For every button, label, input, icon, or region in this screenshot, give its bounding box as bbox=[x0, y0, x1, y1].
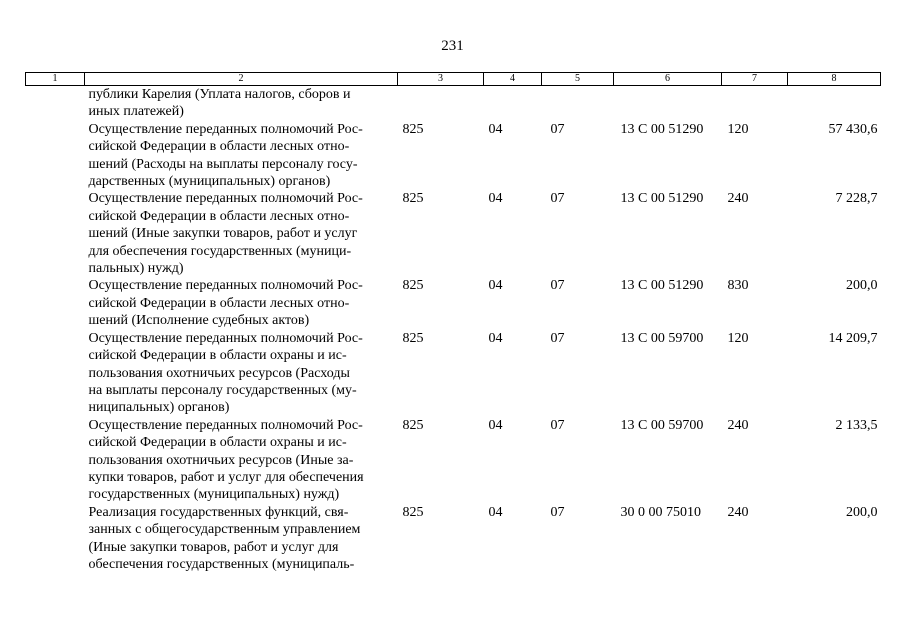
item-name-line: Осуществление переданных полномочий Рос- bbox=[88, 121, 363, 137]
item-name-cell bbox=[85, 504, 398, 574]
admin-code-cell: 825 bbox=[402, 278, 424, 294]
item-name-cell bbox=[85, 330, 398, 417]
admin-code-cell: 825 bbox=[402, 417, 424, 433]
target-article-cell: 30 0 00 75010 bbox=[620, 504, 701, 520]
item-name-line: сийской Федерации в области охраны и ис- bbox=[88, 348, 347, 364]
item-name-cell bbox=[85, 417, 398, 504]
column-number: 1 bbox=[26, 73, 85, 86]
table-row bbox=[26, 277, 881, 329]
item-name-line: пальных) нужд) bbox=[88, 261, 184, 277]
row-number-cell bbox=[26, 190, 85, 277]
subsection-cell: 07 bbox=[550, 417, 565, 433]
target-article-cell: 13 С 00 59700 bbox=[620, 330, 704, 346]
subsection-cell: 07 bbox=[550, 504, 565, 520]
item-name-line: публики Карелия (Уплата налогов, сборов и bbox=[88, 87, 351, 102]
item-name-line: шений (Расходы на выплаты персоналу госу- bbox=[88, 156, 358, 172]
item-name-line: сийской Федерации в области лесных отно- bbox=[88, 139, 350, 155]
admin-code-cell bbox=[398, 86, 484, 121]
item-name-line: сийской Федерации в области лесных отно- bbox=[88, 208, 350, 224]
expense-type-cell: 240 bbox=[727, 191, 749, 207]
expense-type-cell: 830 bbox=[727, 278, 749, 294]
expense-type-cell: 240 bbox=[727, 417, 749, 433]
item-name-line: пользования охотничьих ресурсов (Иные за- bbox=[88, 452, 354, 468]
table-body bbox=[26, 86, 881, 574]
item-name-line: иных платежей) bbox=[88, 104, 184, 120]
item-name-line: Реализация государственных функций, свя- bbox=[88, 504, 349, 520]
amount-cell: 14 209,7 bbox=[828, 330, 878, 346]
target-article-cell: 13 С 00 59700 bbox=[620, 417, 704, 433]
item-name-line: сийской Федерации в области охраны и ис- bbox=[88, 435, 347, 451]
page-number: 231 bbox=[441, 38, 464, 54]
item-name-line: Осуществление переданных полномочий Рос- bbox=[88, 417, 363, 433]
expense-type-cell: 120 bbox=[727, 121, 749, 137]
item-name-line: занных с общегосударственным управлением bbox=[88, 522, 361, 538]
section-cell: 04 bbox=[488, 191, 503, 207]
table-row bbox=[26, 417, 881, 504]
item-name-line: шений (Иные закупки товаров, работ и услуг bbox=[88, 226, 358, 242]
item-name-line: ниципальных) органов) bbox=[88, 400, 230, 416]
table-header bbox=[26, 73, 881, 86]
row-number-cell bbox=[26, 417, 85, 504]
column-number-row bbox=[26, 73, 881, 86]
column-number: 3 bbox=[398, 73, 484, 86]
item-name-line: Осуществление переданных полномочий Рос- bbox=[88, 191, 363, 207]
item-name-line: (Иные закупки товаров, работ и услуг для bbox=[88, 539, 339, 555]
section-cell: 04 bbox=[488, 330, 503, 346]
table-row bbox=[26, 86, 881, 121]
subsection-cell: 07 bbox=[550, 121, 565, 137]
item-name-line: Осуществление переданных полномочий Рос- bbox=[88, 278, 363, 294]
expense-type-cell: 120 bbox=[727, 330, 749, 346]
item-name-line: пользования охотничьих ресурсов (Расходы bbox=[88, 365, 350, 381]
admin-code-cell: 825 bbox=[402, 330, 424, 346]
column-number: 2 bbox=[85, 73, 398, 86]
item-name-line: на выплаты персоналу государственных (му- bbox=[88, 382, 357, 398]
subsection-cell: 07 bbox=[550, 330, 565, 346]
budget-table bbox=[25, 72, 881, 573]
item-name-line: шений (Исполнение судебных актов) bbox=[88, 313, 310, 329]
column-number: 5 bbox=[542, 73, 614, 86]
expense-type-cell: 240 bbox=[727, 504, 749, 520]
item-name-line: для обеспечения государственных (муници- bbox=[88, 243, 352, 259]
item-name-line: государственных (муниципальных) нужд) bbox=[88, 487, 340, 503]
item-name-line: сийской Федерации в области лесных отно- bbox=[88, 295, 350, 311]
admin-code-cell: 825 bbox=[402, 504, 424, 520]
item-name-line: дарственных (муниципальных) органов) bbox=[88, 174, 331, 190]
item-name-line: обеспечения государственных (муниципаль- bbox=[88, 556, 355, 572]
row-number-cell bbox=[26, 86, 85, 121]
admin-code-cell: 825 bbox=[402, 191, 424, 207]
target-article-cell bbox=[614, 86, 722, 121]
column-number: 7 bbox=[722, 73, 788, 86]
amount-cell: 200,0 bbox=[846, 278, 878, 294]
target-article-cell: 13 С 00 51290 bbox=[620, 278, 704, 294]
section-cell: 04 bbox=[488, 278, 503, 294]
admin-code-cell: 825 bbox=[402, 121, 424, 137]
table-row bbox=[26, 330, 881, 417]
target-article-cell: 13 С 00 51290 bbox=[620, 121, 704, 137]
amount-cell: 2 133,5 bbox=[835, 417, 878, 433]
row-number-cell bbox=[26, 330, 85, 417]
row-number-cell bbox=[26, 121, 85, 191]
amount-cell: 57 430,6 bbox=[828, 121, 878, 137]
target-article-cell: 13 С 00 51290 bbox=[620, 191, 704, 207]
subsection-cell bbox=[542, 86, 614, 121]
item-name-cell bbox=[85, 121, 398, 191]
amount-cell: 7 228,7 bbox=[835, 191, 878, 207]
amount-cell: 200,0 bbox=[846, 504, 878, 520]
item-name-cell bbox=[85, 190, 398, 277]
amount-cell bbox=[788, 86, 881, 121]
table-row bbox=[26, 121, 881, 191]
item-name-line: купки товаров, работ и услуг для обеспечения bbox=[88, 469, 364, 485]
column-number: 8 bbox=[788, 73, 881, 86]
item-name-cell bbox=[85, 277, 398, 329]
subsection-cell: 07 bbox=[550, 278, 565, 294]
column-number: 6 bbox=[614, 73, 722, 86]
table-row bbox=[26, 190, 881, 277]
subsection-cell: 07 bbox=[550, 191, 565, 207]
row-number-cell bbox=[26, 277, 85, 329]
expense-type-cell bbox=[722, 86, 788, 121]
row-number-cell bbox=[26, 504, 85, 574]
section-cell: 04 bbox=[488, 417, 503, 433]
column-number: 4 bbox=[484, 73, 542, 86]
section-cell: 04 bbox=[488, 504, 503, 520]
section-cell: 04 bbox=[488, 121, 503, 137]
item-name-cell bbox=[85, 86, 398, 121]
table-row bbox=[26, 504, 881, 574]
section-cell bbox=[484, 86, 542, 121]
item-name-line: Осуществление переданных полномочий Рос- bbox=[88, 330, 363, 346]
